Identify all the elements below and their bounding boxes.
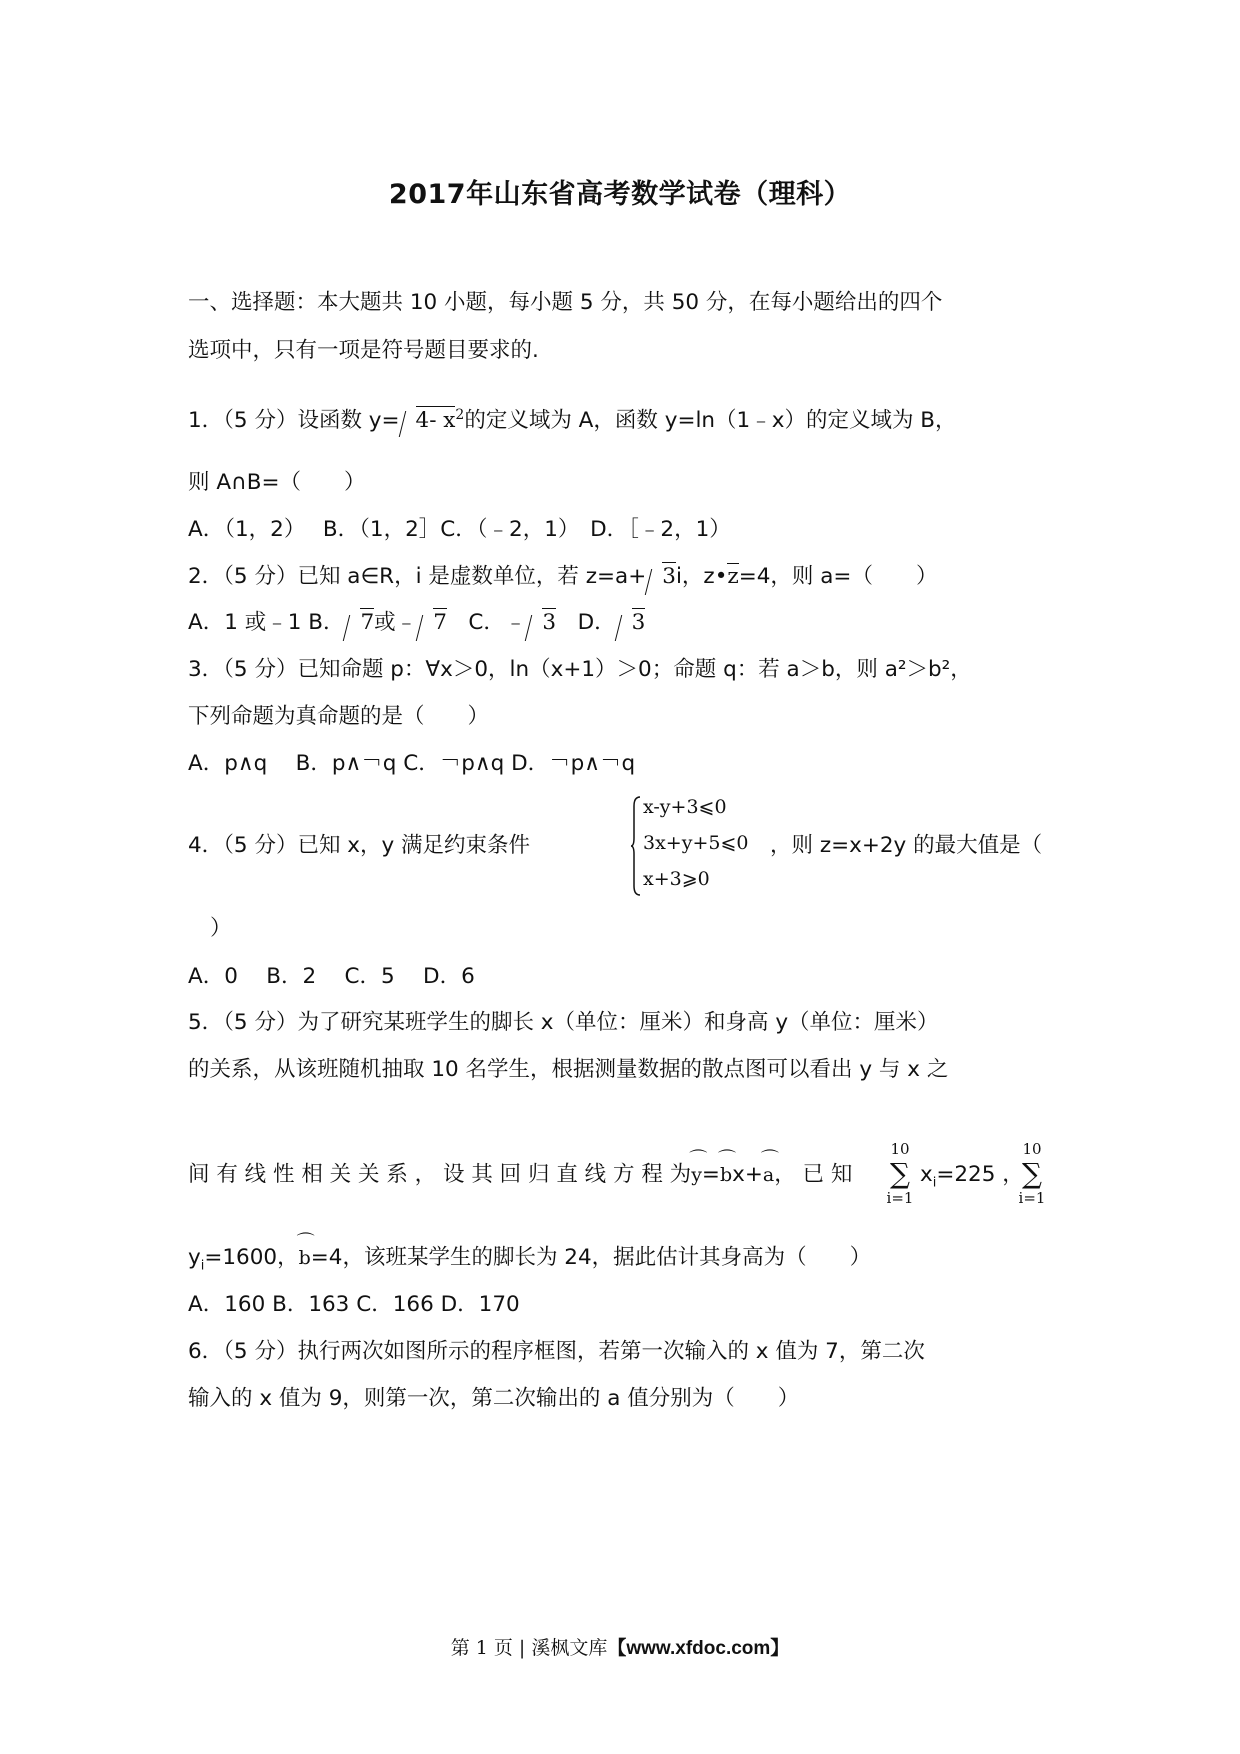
section-header-line1: 一、选择题：本大题共 10 小题，每小题 5 分，共 50 分，在每小题给出的四个 [188,290,943,315]
question-4-stem-a: 4．（5 分）已知 x，y 满足约束条件 [188,833,531,858]
left-brace-icon [631,796,641,896]
question-3-line2: 下列命题为真命题的是（ ） [188,704,490,729]
page-footer: 第 1 页 | 溪枫文库【www.xfdoc.com】 [450,1637,790,1659]
sqrt-symbol: 3 [648,566,676,588]
document-title: 2017年山东省高考数学试卷（理科） [388,179,852,210]
constraint-system [631,796,761,896]
constraint-1: x-y+3⩽0 [643,796,727,818]
question-2-stem: 2．（5 分）已知 a∈R，i 是虚数单位，若 z=a+ 3i，z•z=4，则 a=（ ） [188,564,938,589]
question-3-options: A．p∧q B．p∧￢q C．￢p∧q D．￢p∧￢q [188,751,636,776]
question-3-line1: 3．（5 分）已知命题 p：∀x＞0，ln（x+1）＞0；命题 q：若 a＞b，则 a²＞b²， [188,657,972,682]
question-5-line2: 的关系，从该班随机抽取 10 名学生，根据测量数据的散点图可以看出 y 与 x 之 [188,1057,949,1082]
sqrt-symbol: 3 [618,612,646,634]
footer-site-link[interactable]: 【www.xfdoc.com】 [607,1638,790,1659]
question-1-options: A．（1，2） B．（1，2］C．（﹣2，1） D．［﹣2，1） [188,517,731,542]
sum-x-value: $x_i=225$ ， [920,1162,1024,1191]
question-5-options: A．160 B．163 C．166 D．170 [188,1292,520,1317]
sqrt-symbol: 3 [528,612,556,634]
question-1-stem: 1．（5 分）设函数 y= 4- $x^2$的定义域为 A，函数 y=ln（1﹣x）的定义域为 B， [188,407,957,434]
question-4-stem-b: ，则 z=x+2y 的最大值是（ [770,833,1043,858]
z-conjugate: z [727,564,739,589]
sqrt-symbol: 4- $x^2$ [402,408,465,432]
question-1-paren: 则 A∩B=（ ） [188,470,366,495]
summation-y: 10 ∑ i=1 [1018,1140,1046,1207]
sqrt-symbol: 7 [346,612,374,634]
summation-x: 10 ∑ i=1 [886,1140,914,1207]
question-2-options: A．1 或﹣1 B． 7或﹣ 7 C．﹣ 3 D． 3 [188,610,646,635]
constraint-3: x+3⩾0 [643,868,710,890]
question-6-line1: 6．（5 分）执行两次如图所示的程序框图，若第一次输入的 x 值为 7，第二次 [188,1339,925,1364]
question-6-line2: 输入的 x 值为 9，则第一次，第二次输出的 a 值分别为（ ） [188,1386,800,1411]
question-4-options: A．0 B．2 C．5 D．6 [188,964,475,989]
b-hat: ⌒ b [720,1166,732,1185]
section-header-line2: 选项中，只有一项是符号题目要求的. [188,338,539,363]
question-4-close-paren: ） [210,916,232,941]
a-hat: ⌒ a [763,1166,774,1185]
constraint-2: 3x+y+5⩽0 [643,832,749,854]
b-hat: ⌒ b [299,1249,311,1268]
question-5-line3: 间 有 线 性 相 关 关 系 ， 设 其 回 归 直 线 方 程 为⌒ y=⌒ bx+⌒ a， 已 知 [188,1164,852,1186]
question-5-line1: 5．（5 分）为了研究某班学生的脚长 x（单位：厘米）和身高 y（单位：厘米） [188,1010,939,1035]
question-5-line4: $y_i=1600$，⌒ b=4，该班某学生的脚长为 24，据此估计其身高为（ ） [188,1247,871,1272]
y-hat: ⌒ y [691,1166,702,1185]
sqrt-symbol: 7 [419,612,447,634]
